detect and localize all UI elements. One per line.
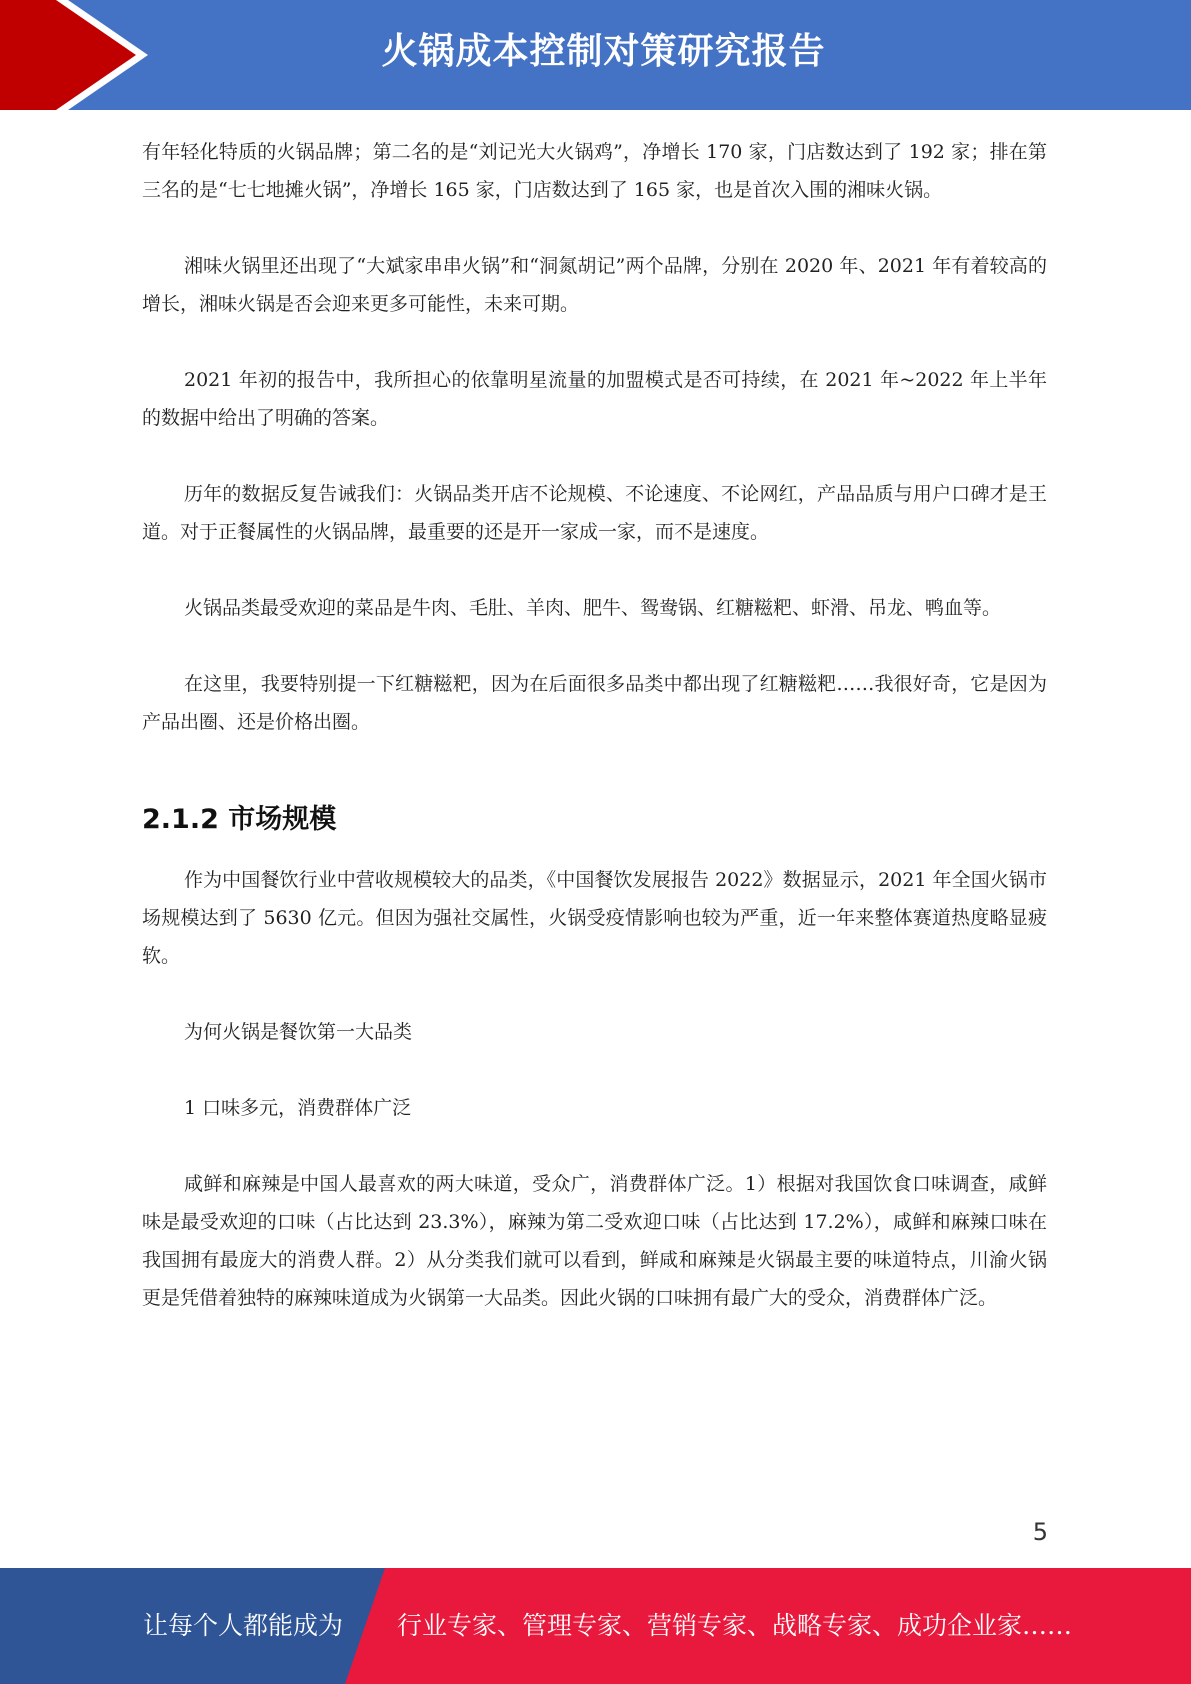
paragraph: 有年轻化特质的火锅品牌；第二名的是“刘记光大火锅鸡”，净增长 170 家，门店数达到了 192 家；排在第三名的是“七七地摊火锅”，净增长 165 家，门店数达到了 165 家，也是首次入围的湘味火锅。 [142, 141, 1047, 201]
document-title: 火锅成本控制对策研究报告 [381, 31, 826, 72]
page-content [142, 133, 1047, 1317]
footer-slogan-left: 让每个人都能成为 [143, 1611, 344, 1640]
paragraph: 2021 年初的报告中，我所担心的依靠明星流量的加盟模式是否可持续，在 2021 年~2022 年上半年的数据中给出了明确的答案。 [142, 369, 1047, 429]
subheading-paragraph: 为何火锅是餐饮第一大品类 [184, 1021, 413, 1043]
page-number: 5 [1032, 1518, 1048, 1546]
paragraph: 咸鲜和麻辣是中国人最喜欢的两大味道，受众广，消费群体广泛。1）根据对我国饮食口味调查，咸鲜味是最受欢迎的口味（占比达到 23.3%），麻辣为第二受欢迎口味（占比达到 17.2%），咸鲜和麻辣口味在我国拥有最庞大的消费人群。2）从分类我们就可以看到，鲜咸和麻辣是火锅最主要的味道特点，川渝火锅更是凭借着独特的麻辣味道成为火锅第一大品类。因此火锅的口味拥有最广大的受众，消费群体广泛。 [142, 1173, 1047, 1309]
paragraph: 火锅品类最受欢迎的菜品是牛肉、毛肚、羊肉、肥牛、鸳鸯锅、红糖糍粑、虾滑、吊龙、鸭血等。 [184, 597, 1002, 619]
page-header [0, 0, 1191, 110]
numbered-point: 1 口味多元，消费群体广泛 [184, 1097, 412, 1119]
page-footer [0, 1568, 1191, 1684]
footer-slogan-right: 行业专家、管理专家、营销专家、战略专家、成功企业家…… [397, 1611, 1073, 1640]
section-heading: 2.1.2 市场规模 [142, 804, 337, 835]
paragraph: 在这里，我要特别提一下红糖糍粑，因为在后面很多品类中都出现了红糖糍粑……我很好奇，它是因为产品出圈、还是价格出圈。 [142, 673, 1047, 733]
paragraph: 湘味火锅里还出现了“大斌家串串火锅”和“洞氮胡记”两个品牌，分别在 2020 年、2021 年有着较高的增长，湘味火锅是否会迎来更多可能性，未来可期。 [142, 255, 1047, 315]
paragraph: 作为中国餐饮行业中营收规模较大的品类，《中国餐饮发展报告 2022》数据显示，2021 年全国火锅市场规模达到了 5630 亿元。但因为强社交属性，火锅受疫情影响也较为严重，近一年来整体赛道热度略显疲软。 [142, 869, 1047, 967]
paragraph: 历年的数据反复告诫我们：火锅品类开店不论规模、不论速度、不论网红，产品品质与用户口碑才是王道。对于正餐属性的火锅品牌，最重要的还是开一家成一家，而不是速度。 [142, 483, 1047, 543]
